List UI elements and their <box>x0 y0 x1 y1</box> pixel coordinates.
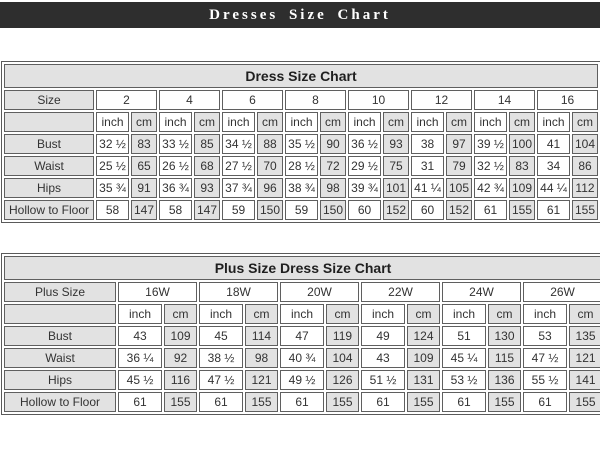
inch-value-cell: 59 <box>285 200 318 220</box>
table-title-cell: Dress Size Chart <box>4 64 598 88</box>
inch-value-cell: 37 ¾ <box>222 178 255 198</box>
inch-value-cell: 42 ¾ <box>474 178 507 198</box>
table-title-row <box>4 256 600 280</box>
inch-value-cell: 43 <box>118 326 162 346</box>
inch-value-cell: 61 <box>474 200 507 220</box>
unit-cm-cell: cm <box>257 112 283 132</box>
measurement-label-cell: Hollow to Floor <box>4 392 116 412</box>
inch-value-cell: 61 <box>537 200 570 220</box>
inch-value-cell: 36 ½ <box>348 134 381 154</box>
inch-value-cell: 36 ¾ <box>159 178 192 198</box>
cm-value-cell: 85 <box>194 134 220 154</box>
unit-inch-cell: inch <box>222 112 255 132</box>
cm-value-cell: 93 <box>194 178 220 198</box>
cm-value-cell: 126 <box>326 370 359 390</box>
inch-value-cell: 34 <box>537 156 570 176</box>
unit-inch-cell: inch <box>411 112 444 132</box>
unit-cm-cell: cm <box>320 112 346 132</box>
inch-value-cell: 39 ¾ <box>348 178 381 198</box>
unit-cm-cell: cm <box>488 304 521 324</box>
size-header-row <box>4 90 598 110</box>
size-label-cell: Size <box>4 90 94 110</box>
size-header-cell: 10 <box>348 90 409 110</box>
size-header-row <box>4 282 600 302</box>
inch-value-cell: 27 ½ <box>222 156 255 176</box>
size-header-cell: 20W <box>280 282 359 302</box>
cm-value-cell: 124 <box>407 326 440 346</box>
unit-inch-cell: inch <box>159 112 192 132</box>
cm-value-cell: 109 <box>509 178 535 198</box>
measurement-label-cell: Hips <box>4 178 94 198</box>
cm-value-cell: 155 <box>407 392 440 412</box>
cm-value-cell: 65 <box>131 156 157 176</box>
size-header-cell: 16 <box>537 90 598 110</box>
cm-value-cell: 75 <box>383 156 409 176</box>
measurement-row <box>4 326 600 346</box>
cm-value-cell: 104 <box>572 134 598 154</box>
unit-cm-cell: cm <box>131 112 157 132</box>
inch-value-cell: 49 <box>361 326 405 346</box>
inch-value-cell: 59 <box>222 200 255 220</box>
inch-value-cell: 35 ½ <box>285 134 318 154</box>
inch-value-cell: 53 ½ <box>442 370 486 390</box>
cm-value-cell: 91 <box>131 178 157 198</box>
inch-value-cell: 39 ½ <box>474 134 507 154</box>
cm-value-cell: 93 <box>383 134 409 154</box>
table-title-cell: Plus Size Dress Size Chart <box>4 256 600 280</box>
unit-inch-cell: inch <box>118 304 162 324</box>
inch-value-cell: 58 <box>159 200 192 220</box>
cm-value-cell: 100 <box>509 134 535 154</box>
measurement-row <box>4 200 598 220</box>
inch-value-cell: 38 ¾ <box>285 178 318 198</box>
size-header-cell: 22W <box>361 282 440 302</box>
inch-value-cell: 47 ½ <box>523 348 567 368</box>
inch-value-cell: 61 <box>442 392 486 412</box>
inch-value-cell: 60 <box>411 200 444 220</box>
cm-value-cell: 86 <box>572 156 598 176</box>
inch-value-cell: 51 <box>442 326 486 346</box>
inch-value-cell: 29 ½ <box>348 156 381 176</box>
size-header-cell: 14 <box>474 90 535 110</box>
cm-value-cell: 155 <box>488 392 521 412</box>
cm-value-cell: 105 <box>446 178 472 198</box>
measurement-label-cell: Hollow to Floor <box>4 200 94 220</box>
cm-value-cell: 72 <box>320 156 346 176</box>
inch-value-cell: 41 ¼ <box>411 178 444 198</box>
cm-value-cell: 101 <box>383 178 409 198</box>
unit-cm-cell: cm <box>326 304 359 324</box>
inch-value-cell: 31 <box>411 156 444 176</box>
size-header-cell: 16W <box>118 282 197 302</box>
unit-cm-cell: cm <box>446 112 472 132</box>
inch-value-cell: 40 ¾ <box>280 348 324 368</box>
cm-value-cell: 112 <box>572 178 598 198</box>
measurement-row <box>4 178 598 198</box>
unit-cm-cell: cm <box>194 112 220 132</box>
cm-value-cell: 155 <box>164 392 197 412</box>
measurement-label-cell: Bust <box>4 326 116 346</box>
cm-value-cell: 141 <box>569 370 600 390</box>
cm-value-cell: 155 <box>245 392 278 412</box>
cm-value-cell: 88 <box>257 134 283 154</box>
measurement-label-cell: Hips <box>4 370 116 390</box>
cm-value-cell: 147 <box>194 200 220 220</box>
unit-cm-cell: cm <box>245 304 278 324</box>
measurement-row <box>4 348 600 368</box>
inch-value-cell: 60 <box>348 200 381 220</box>
unit-cm-cell: cm <box>407 304 440 324</box>
cm-value-cell: 121 <box>569 348 600 368</box>
size-header-cell: 12 <box>411 90 472 110</box>
inch-value-cell: 61 <box>118 392 162 412</box>
inch-value-cell: 45 ¼ <box>442 348 486 368</box>
dress-size-chart-table <box>1 61 600 223</box>
cm-value-cell: 147 <box>131 200 157 220</box>
inch-value-cell: 43 <box>361 348 405 368</box>
unit-inch-cell: inch <box>348 112 381 132</box>
table-title-row <box>4 64 598 88</box>
plus-size-dress-size-chart-table <box>1 253 600 415</box>
cm-value-cell: 152 <box>383 200 409 220</box>
inch-value-cell: 61 <box>361 392 405 412</box>
unit-row-empty-cell <box>4 112 94 132</box>
inch-value-cell: 32 ½ <box>96 134 129 154</box>
inch-value-cell: 61 <box>280 392 324 412</box>
cm-value-cell: 92 <box>164 348 197 368</box>
unit-inch-cell: inch <box>96 112 129 132</box>
inch-value-cell: 55 ½ <box>523 370 567 390</box>
cm-value-cell: 97 <box>446 134 472 154</box>
inch-value-cell: 45 ½ <box>118 370 162 390</box>
cm-value-cell: 150 <box>320 200 346 220</box>
inch-value-cell: 35 ¾ <box>96 178 129 198</box>
cm-value-cell: 98 <box>245 348 278 368</box>
unit-cm-cell: cm <box>164 304 197 324</box>
table1-body <box>4 64 598 220</box>
inch-value-cell: 28 ½ <box>285 156 318 176</box>
size-header-cell: 6 <box>222 90 283 110</box>
cm-value-cell: 155 <box>569 392 600 412</box>
inch-value-cell: 51 ½ <box>361 370 405 390</box>
unit-inch-cell: inch <box>537 112 570 132</box>
inch-value-cell: 25 ½ <box>96 156 129 176</box>
cm-value-cell: 96 <box>257 178 283 198</box>
cm-value-cell: 155 <box>572 200 598 220</box>
cm-value-cell: 155 <box>509 200 535 220</box>
cm-value-cell: 135 <box>569 326 600 346</box>
cm-value-cell: 109 <box>407 348 440 368</box>
inch-value-cell: 34 ½ <box>222 134 255 154</box>
cm-value-cell: 119 <box>326 326 359 346</box>
unit-cm-cell: cm <box>509 112 535 132</box>
cm-value-cell: 70 <box>257 156 283 176</box>
measurement-label-cell: Waist <box>4 156 94 176</box>
cm-value-cell: 152 <box>446 200 472 220</box>
measurement-row <box>4 134 598 154</box>
unit-inch-cell: inch <box>523 304 567 324</box>
cm-value-cell: 104 <box>326 348 359 368</box>
cm-value-cell: 131 <box>407 370 440 390</box>
page-header-bar <box>0 2 600 28</box>
cm-value-cell: 83 <box>131 134 157 154</box>
cm-value-cell: 116 <box>164 370 197 390</box>
inch-value-cell: 26 ½ <box>159 156 192 176</box>
inch-value-cell: 61 <box>199 392 243 412</box>
cm-value-cell: 109 <box>164 326 197 346</box>
cm-value-cell: 68 <box>194 156 220 176</box>
cm-value-cell: 130 <box>488 326 521 346</box>
page-title: Dresses Size Chart <box>209 6 391 23</box>
unit-inch-cell: inch <box>442 304 486 324</box>
cm-value-cell: 79 <box>446 156 472 176</box>
inch-value-cell: 38 <box>411 134 444 154</box>
cm-value-cell: 115 <box>488 348 521 368</box>
inch-value-cell: 32 ½ <box>474 156 507 176</box>
inch-value-cell: 47 <box>280 326 324 346</box>
cm-value-cell: 114 <box>245 326 278 346</box>
measurement-label-cell: Bust <box>4 134 94 154</box>
measurement-row <box>4 156 598 176</box>
inch-value-cell: 45 <box>199 326 243 346</box>
unit-row-empty-cell <box>4 304 116 324</box>
inch-value-cell: 49 ½ <box>280 370 324 390</box>
unit-inch-cell: inch <box>361 304 405 324</box>
cm-value-cell: 136 <box>488 370 521 390</box>
inch-value-cell: 38 ½ <box>199 348 243 368</box>
unit-cm-cell: cm <box>572 112 598 132</box>
measurement-row <box>4 370 600 390</box>
cm-value-cell: 150 <box>257 200 283 220</box>
unit-inch-cell: inch <box>280 304 324 324</box>
size-header-cell: 24W <box>442 282 521 302</box>
inch-value-cell: 44 ¼ <box>537 178 570 198</box>
size-header-cell: 4 <box>159 90 220 110</box>
inch-value-cell: 61 <box>523 392 567 412</box>
unit-row <box>4 112 598 132</box>
table2-body <box>4 256 600 412</box>
inch-value-cell: 58 <box>96 200 129 220</box>
size-header-cell: 26W <box>523 282 600 302</box>
inch-value-cell: 36 ¼ <box>118 348 162 368</box>
inch-value-cell: 41 <box>537 134 570 154</box>
inch-value-cell: 33 ½ <box>159 134 192 154</box>
unit-inch-cell: inch <box>199 304 243 324</box>
unit-cm-cell: cm <box>569 304 600 324</box>
unit-cm-cell: cm <box>383 112 409 132</box>
size-header-cell: 18W <box>199 282 278 302</box>
size-label-cell: Plus Size <box>4 282 116 302</box>
cm-value-cell: 98 <box>320 178 346 198</box>
cm-value-cell: 90 <box>320 134 346 154</box>
size-header-cell: 2 <box>96 90 157 110</box>
measurement-label-cell: Waist <box>4 348 116 368</box>
cm-value-cell: 155 <box>326 392 359 412</box>
unit-inch-cell: inch <box>285 112 318 132</box>
cm-value-cell: 121 <box>245 370 278 390</box>
inch-value-cell: 53 <box>523 326 567 346</box>
unit-inch-cell: inch <box>474 112 507 132</box>
size-header-cell: 8 <box>285 90 346 110</box>
cm-value-cell: 83 <box>509 156 535 176</box>
inch-value-cell: 47 ½ <box>199 370 243 390</box>
measurement-row <box>4 392 600 412</box>
unit-row <box>4 304 600 324</box>
